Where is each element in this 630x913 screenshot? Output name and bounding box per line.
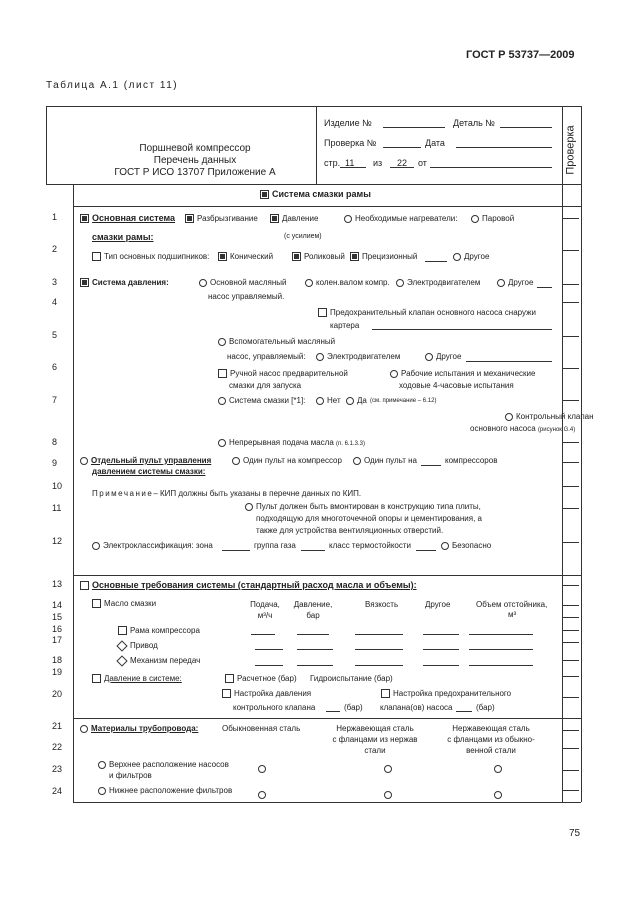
ss-flange-ss-line3: стали [364,746,386,755]
section-checkbox[interactable] [260,190,269,199]
control-valve-setting-field[interactable] [326,711,340,712]
check-no-field[interactable] [383,147,421,148]
pressure-system-checkbox[interactable]: Система давления: [80,278,169,287]
relief-setting-line2: клапана(ов) насоса [380,703,453,712]
row-number: 20 [52,689,63,699]
drive-pressure-field[interactable] [297,649,333,650]
row-number: 11 [52,503,62,513]
pressure-option[interactable]: Давление [270,214,318,223]
compressors-label: компрессоров [445,456,498,465]
sump-unit: м³ [508,610,517,619]
gear-other-field[interactable] [423,665,459,666]
aux-other-option[interactable]: Другое [425,352,461,361]
separate-panel-option[interactable]: Отдельный пульт управления [80,456,211,465]
gear-flow-field[interactable] [255,665,283,666]
system-requirements-checkbox[interactable]: Основные требования системы (стандартный расход масла и объемы): [80,580,417,590]
tick [563,676,579,677]
row-number: 4 [52,297,58,307]
page-number-line [340,167,366,168]
bearing-other-option[interactable]: Другое [453,252,489,261]
drive-viscosity-field[interactable] [355,649,403,650]
control-valve-setting-option[interactable]: Настройка давления [222,689,311,698]
pipe-materials-option[interactable]: Материалы трубопровода: [80,724,198,733]
title-bottom [46,184,582,185]
lube-yes-note: (см. примечание – 6.12) [370,398,437,404]
section-bottom [73,206,581,207]
carbon-steel-header: Обыкновенная сталь [222,724,301,733]
tick [563,250,579,251]
row-number: 8 [52,437,58,447]
row-number: 16 [52,624,63,634]
tick [563,400,579,401]
gost-number: ГОСТ Р 53737—2009 [466,49,575,61]
precision-field[interactable] [425,261,447,262]
ss-flange-carbon-header: Нержавеющая сталь [452,724,530,733]
ss-flange-ss-header: Нержавеющая сталь [336,724,414,733]
note-text: Примечание– КИП должны быть указаны в перечне данных по КИП. [92,489,362,498]
page-total: 22 [397,158,408,168]
tick [563,336,579,337]
row-number: 6 [52,362,58,372]
roller-option[interactable]: Роликовый [292,252,345,261]
gas-group-label: группа газа [254,541,296,550]
row-number: 18 [52,655,63,665]
title-divider [316,106,317,184]
page-number: 11 [345,158,355,168]
upper-layout-option[interactable]: Верхнее расположение насосов [98,760,229,769]
safe-option[interactable]: Безопасно [441,541,491,550]
from-field[interactable] [430,167,552,168]
tick [563,660,579,661]
side-check-label: Проверка [564,125,577,175]
pressure-header: Давление, [293,600,333,609]
tick [563,748,579,749]
row-number: 17 [52,635,63,645]
of-label: из [373,158,383,168]
gear-option[interactable]: Механизм передач [118,656,200,665]
main-system-checkbox[interactable]: Основная система [80,213,175,223]
lube-no-option[interactable]: Нет [316,396,341,405]
pressure-other-field[interactable] [537,287,552,288]
flow-header: Подача, [250,600,280,609]
tick [563,218,579,219]
steam-option[interactable]: Паровой [471,214,514,223]
tick [563,617,579,618]
from-label: от [418,158,427,168]
sump-header: Объем отстойника, [476,600,548,609]
row-number: 9 [52,458,58,468]
control-valve-line2: основного насоса (рисунок G.4) [470,424,576,433]
tick [563,585,579,586]
conical-option[interactable]: Конический [218,252,273,261]
row-number: 19 [52,667,63,677]
row-number: 22 [52,742,63,752]
tick [563,642,579,643]
row-number: 2 [52,244,58,254]
lubrication-label: смазки рамы: [92,232,154,242]
pressure-note: (с усилием) [284,233,322,240]
system-pressure-option[interactable]: Давление в системе: [92,674,182,683]
separate-panel-line2: давлением системы смазки: [92,467,206,476]
gear-pressure-field[interactable] [297,665,333,666]
tests-option[interactable]: Рабочие испытания и механические [390,369,535,378]
lower-carbon-radio[interactable] [258,786,269,804]
frame-viscosity-field[interactable] [355,634,403,635]
relief-setting-option[interactable]: Настройка предохранительного [381,689,511,698]
section-title: Система смазки рамы [260,189,371,199]
aux-other-field[interactable] [466,361,552,362]
control-valve-setting-line2: контрольного клапана [233,703,316,712]
temp-class-field[interactable] [416,550,436,551]
detail-no-label: Деталь № [453,118,495,128]
frame-right [581,106,582,802]
row-number: 7 [52,395,58,405]
gear-viscosity-field[interactable] [355,665,403,666]
page-total-line [390,167,414,168]
splash-option[interactable]: Разбрызгивание [185,214,258,223]
drive-option[interactable]: Привод [118,641,158,650]
row-number: 23 [52,764,63,774]
tick [563,605,579,606]
aux-motor-option[interactable]: Электродвигателем [316,352,400,361]
item-no-label: Изделие № [324,118,372,128]
tests-line2: ходовые 4-часовые испытания [399,381,514,390]
item-no-field[interactable] [383,127,445,128]
temp-class-label: класс термостойкости [329,541,412,550]
lube-oil-option[interactable]: Масло смазки [92,599,156,608]
hydro-test-label: Гидроиспытание (бар) [310,674,393,683]
aux-pump-line2: насос, управляемый: [227,352,306,361]
main-oil-pump-option[interactable]: Основной масляный [199,278,286,287]
date-field[interactable] [456,147,552,148]
row-number: 24 [52,786,63,796]
gas-group-field[interactable] [301,550,325,551]
check-no-label: Проверка № [324,138,377,148]
frame-other-field[interactable] [423,634,459,635]
row-number: 5 [52,330,58,340]
zone-field[interactable] [222,550,250,551]
detail-no-field[interactable] [500,127,552,128]
panel-mount-line3: также для устройства вентиляционных отверстий. [256,526,444,535]
frame-flow-field[interactable] [251,634,275,635]
panel-mount-line2: подходящую для многоточечной опоры и цементирования, а [256,514,482,523]
upper-ss-carbon-radio[interactable] [494,760,505,778]
lower-layout-option[interactable]: Нижнее расположение фильтров [98,786,232,795]
frame-sump-field[interactable] [469,634,533,635]
upper-layout-line2: и фильтров [109,771,152,780]
drive-other-field[interactable] [423,649,459,650]
table-caption: Таблица А.1 (лист 11) [46,80,179,91]
precision-option[interactable]: Прецизионный [350,252,417,261]
page-number-footer: 75 [569,828,581,839]
tick [563,486,579,487]
tick [563,302,579,303]
crankcase-label: картера [330,321,360,330]
lower-ss-radio[interactable] [384,786,395,804]
one-panel-option[interactable]: Один пульт на компрессор [232,456,342,465]
upper-carbon-radio[interactable] [258,760,269,778]
ss-flange-ss-line2: с фланцами из нержав [332,735,418,744]
tick [563,770,579,771]
title-line1: Поршневой компрессор [139,143,251,154]
row-number: 21 [52,721,63,731]
bearing-type[interactable]: Тип основных подшипников: [92,252,209,261]
control-valve-option[interactable]: Контрольный клапан [505,412,594,421]
tick [563,284,579,285]
relief-setting-field[interactable] [456,711,472,712]
tick [563,368,579,369]
section13-top [73,575,581,576]
lower-ss-carbon-radio[interactable] [494,786,505,804]
row-number: 14 [52,600,63,610]
section21-top [73,718,581,719]
frame-option[interactable]: Рама компрессора [118,626,200,635]
page-label: стр. [324,158,341,168]
ss-flange-carbon-line2: с фланцами из обыкно- [447,735,535,744]
row-number: 15 [52,612,63,622]
one-panel-per-option[interactable]: Один пульт на [353,456,417,465]
date-label: Дата [425,138,445,148]
tick [563,630,579,631]
upper-ss-radio[interactable] [384,760,395,778]
flow-unit: м³/ч [257,611,273,620]
pump-line2: насос управляемый. [208,292,285,301]
gear-sump-field[interactable] [469,665,533,666]
lube-system-option[interactable]: Система смазки [*1]: [218,396,305,405]
row-number: 10 [52,481,63,491]
relief-valve-option[interactable]: Предохранительный клапан основного насоса снаружи [318,308,536,317]
tick [563,508,579,509]
relief-bar: (бар) [476,703,495,712]
drive-sump-field[interactable] [469,649,533,650]
hand-pump-option[interactable]: Ручной насос предварительной [218,369,348,378]
frame-pressure-field[interactable] [297,634,329,635]
frame-top [46,106,582,107]
panel-mount-option[interactable]: Пульт должен быть вмонтирован в конструкцию типа плиты, [245,502,481,511]
tick [563,462,579,463]
tick [563,542,579,543]
pressure-other-option[interactable]: Другое [497,278,533,287]
tick [563,730,579,731]
crankcase-field[interactable] [372,329,552,330]
title-line2: Перечень данных [153,155,237,166]
other-header: Другое [425,600,451,609]
crank-option[interactable]: колен.валом компр. [305,278,390,287]
row-number: 12 [52,536,63,546]
title-line3: ГОСТ Р ИСО 13707 Приложение А [114,167,276,178]
control-valve-bar: (бар) [344,703,363,712]
heaters-option[interactable]: Необходимые нагреватели: [344,214,457,223]
lube-yes-option[interactable]: Да [346,396,367,405]
tick [563,442,579,443]
row-number: 1 [52,212,58,222]
continuous-feed-option[interactable]: Непрерывная подача масла (п. 6.1.3.3) [218,438,365,447]
drive-flow-field[interactable] [255,649,283,650]
viscosity-header: Вязкость [365,600,399,609]
electro-class-option[interactable]: Электроклассификация: зона [92,541,213,550]
motor-option[interactable]: Электродвигателем [396,278,480,287]
aux-pump-option[interactable]: Вспомогательный масляный [218,337,335,346]
row-number: 3 [52,277,58,287]
pressure-unit: бар [306,611,320,620]
ss-flange-carbon-line3: венной стали [466,746,516,755]
row-number: 13 [52,579,63,589]
panel-count-field[interactable] [421,465,441,466]
content-left [73,184,74,802]
hand-pump-line2: смазки для запуска [229,381,302,390]
frame-left [46,106,47,184]
tick [563,697,579,698]
tick [563,790,579,791]
design-pressure-option[interactable]: Расчетное (бар) [225,674,297,683]
